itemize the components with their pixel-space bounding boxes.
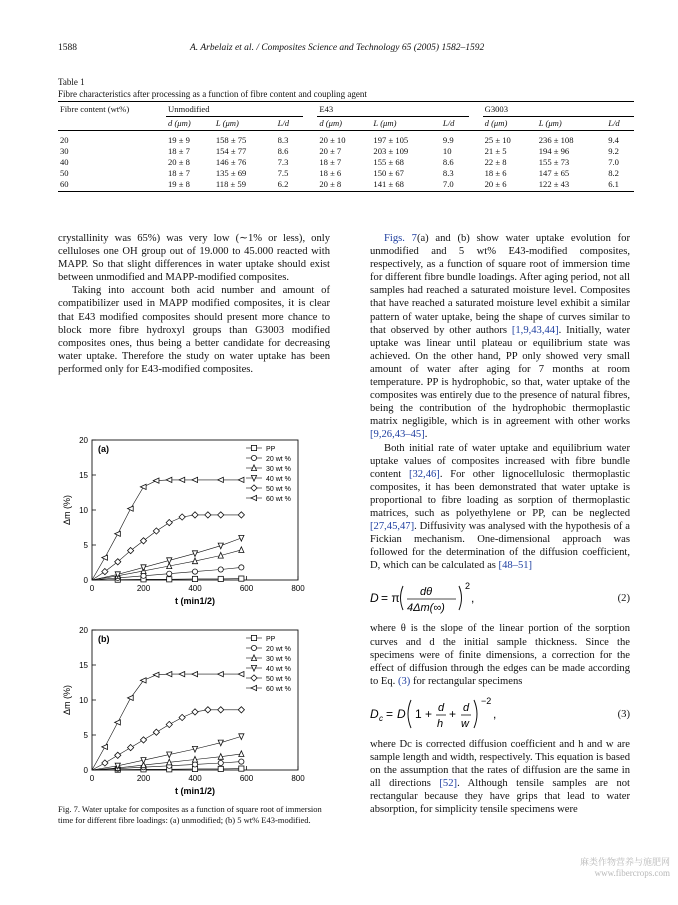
col-fibre-content: Fibre content (wt%) <box>60 104 130 114</box>
data-point <box>239 751 244 757</box>
legend-entry: 60 wt % <box>266 496 291 503</box>
table-cell: 20 <box>60 134 69 145</box>
subheader: L (μm) <box>373 118 397 129</box>
y-axis-label: Δm (%) <box>62 684 72 716</box>
text-run: where Dc is corrected diffusion coefficient and h and w are sample length and width, respectively. This equation is based on the assumption that the rates of diffusion are the same in all directions <box>370 738 630 790</box>
legend <box>246 635 291 693</box>
data-point <box>166 477 172 482</box>
data-point <box>166 520 172 526</box>
data-point <box>205 707 211 713</box>
legend-entry: 30 wt % <box>266 466 291 473</box>
series-line <box>92 480 241 580</box>
table-cell: 50 <box>60 167 69 178</box>
data-point <box>192 569 197 574</box>
data-point <box>218 707 224 713</box>
text-run: . Although tensile samples are not rectangular because they have grips that lead to water absorption, for simplicity tensile specimens were <box>370 778 630 816</box>
table-cell: 6.2 <box>277 178 289 189</box>
svg-text:w: w <box>461 717 469 730</box>
legend-entry: PP <box>266 636 276 643</box>
table-caption-block <box>58 76 638 100</box>
svg-text:d: d <box>463 701 470 714</box>
data-point <box>102 569 108 575</box>
x-tick-label: 800 <box>291 774 305 783</box>
data-point <box>239 576 244 581</box>
text-run: where θ is the slope of the linear portion of the sorption curves and d the initial sample thickness. Since the specimens were of finite dimensions, a correction for the effect of diffusion through the edges can be made according to Eq. <box>370 623 630 687</box>
data-point <box>239 547 244 553</box>
table-cell: 10 <box>442 145 452 156</box>
table-cell: 18 ± 6 <box>484 167 507 178</box>
data-point <box>115 720 121 725</box>
table-cell: 9.2 <box>608 145 619 156</box>
table-cell: 19 ± 8 <box>168 178 190 189</box>
data-point <box>192 512 198 518</box>
y-tick-label: 5 <box>83 731 88 740</box>
data-point <box>140 484 146 489</box>
svg-text:c: c <box>379 713 383 723</box>
table-cell: 236 ± 108 <box>538 134 574 145</box>
equation-3-formula <box>370 694 570 734</box>
group-g3003: G3003 <box>483 102 634 117</box>
paragraph: Taking into account both acid number and amount of compatibilizer used in MAPP modified composites, it is clear that E43 modified composites should present more chance to block more fibre hydroxyl groups than G3003 modified composites ones, thus being a better candidate for decreasing water uptake. Therefore the study on water uptake has been performed only for E43-modified composites. <box>58 285 330 375</box>
figure-link[interactable]: Figs. 7 <box>384 233 417 244</box>
legend-marker <box>251 635 256 640</box>
table-cell: 6.1 <box>608 178 619 189</box>
table-cell: 20 ± 8 <box>168 156 190 167</box>
svg-text:=: = <box>386 706 394 721</box>
svg-text:dθ: dθ <box>420 586 433 599</box>
table-cell: 155 ± 68 <box>373 156 404 167</box>
paragraph: crystallinity was 65%) was very low (∼1% or less), only celluloses one OH group out of 19.000 to 45.000 reacted with MAPP. So that slight differences in water uptake should exist between unmodified and MAPP-modified composites. <box>58 233 330 284</box>
text-run: . Diffusivity was analysed with the hypothesis of a Fickian mechanism. One-dimensional approach was followed for the determination of the diffusion coefficient, D, which can be calculated as <box>370 521 630 572</box>
data-point <box>192 762 197 767</box>
legend-marker <box>251 685 257 690</box>
table-cell: 135 ± 69 <box>215 167 247 178</box>
table-cell: 20 ± 8 <box>319 178 342 189</box>
table-cell: 7.0 <box>608 156 619 167</box>
legend-marker <box>251 485 257 491</box>
svg-text:+: + <box>449 706 457 721</box>
legend-entry: 30 wt % <box>266 656 291 663</box>
table-cell: 18 ± 7 <box>168 167 190 178</box>
text-run: . Initially, water uptake was linear until plateau or equilibrium state was achieved. On the other hand, PP only showed very small amount of water after aging for 7 months at room temperature. PP is hydrophobic, so that, water uptake of the composites was entirely due to the presence of natural fibres, being the contribution of the hydrophobic thermoplastic matrix negligible, which is in agreement with other works <box>370 324 630 428</box>
table-cell: 20 ± 10 <box>319 134 346 145</box>
x-axis-label: t (min1/2) <box>174 596 216 606</box>
table-cell: 25 ± 10 <box>484 134 511 145</box>
y-tick-label: 0 <box>83 766 88 775</box>
table-cell: 194 ± 96 <box>538 145 570 156</box>
equation-2 <box>370 578 630 618</box>
watermark-line: www.fibercrops.com <box>594 868 670 878</box>
data-point <box>128 745 134 751</box>
legend-entry: 60 wt % <box>266 686 291 693</box>
data-point <box>218 512 224 518</box>
data-point <box>192 672 198 677</box>
panel-label: (b) <box>98 634 110 644</box>
svg-text:h: h <box>437 717 444 730</box>
data-point <box>102 744 108 749</box>
text-run: for rectangular specimens <box>410 675 523 687</box>
equation-2-formula <box>370 578 570 618</box>
table-cell: 20 ± 7 <box>319 145 342 156</box>
legend-marker <box>251 455 256 460</box>
x-tick-label: 0 <box>89 774 95 783</box>
svg-text:D: D <box>397 706 406 721</box>
running-header <box>0 43 678 59</box>
table-cell: 9.4 <box>608 134 619 145</box>
group-e43: E43 <box>317 102 468 117</box>
data-point <box>192 709 198 715</box>
y-axis-label: Δm (%) <box>62 494 72 526</box>
subheader: L (μm) <box>538 118 562 129</box>
subheader: L/d <box>608 118 620 129</box>
table-cell: 18 ± 6 <box>319 167 342 178</box>
subheader: L/d <box>277 118 290 129</box>
table-cell: 158 ± 75 <box>215 134 247 145</box>
data-point <box>218 567 223 572</box>
data-point <box>153 672 159 677</box>
subheader: d (μm) <box>168 118 191 129</box>
table-cell: 22 ± 8 <box>484 156 507 167</box>
y-tick-label: 5 <box>83 541 88 550</box>
data-point <box>140 538 146 544</box>
svg-text:,: , <box>493 706 497 721</box>
legend-entry: 20 wt % <box>266 646 291 653</box>
data-point <box>218 760 223 765</box>
svg-text:D: D <box>370 706 379 721</box>
x-tick-label: 400 <box>188 584 202 593</box>
x-tick-label: 200 <box>136 584 151 593</box>
text-run: (a) and (b) show water uptake evolution for unmodified and 5 wt% E43-modified composites, respectively, as a function of square root of immersion time for different fibre bundle loadings. After aging period, not all samples had reached a saturated moisture level. Composites that have reached a saturated moisture level exhibit a similar pattern of water uptake, being the shape of curves similar to that observed by other authors <box>370 233 630 336</box>
legend-entry: PP <box>266 446 276 453</box>
table-cell: 118 ± 59 <box>215 178 247 189</box>
svg-text:d: d <box>438 701 445 714</box>
table-cell: 7.3 <box>277 156 289 167</box>
data-point <box>218 477 224 482</box>
y-tick-label: 15 <box>79 471 88 480</box>
svg-text:,: , <box>471 591 475 606</box>
data-point <box>239 759 244 764</box>
table-cell: 30 <box>60 145 69 156</box>
legend-entry: 40 wt % <box>266 476 291 483</box>
running-title: A. Arbelaiz et al. / Composites Science and Technology 65 (2005) 1582–1592 <box>190 43 485 53</box>
data-point <box>238 672 244 677</box>
data-point <box>167 571 172 576</box>
x-tick-label: 800 <box>291 584 305 593</box>
svg-text:= π: = π <box>381 591 400 606</box>
svg-text:1 +: 1 + <box>415 706 433 721</box>
data-point <box>238 512 244 518</box>
data-point <box>205 512 211 518</box>
data-point <box>218 576 223 581</box>
legend-marker <box>251 495 257 500</box>
data-point <box>179 477 185 482</box>
table-cell: 150 ± 67 <box>373 167 404 178</box>
table-cell: 154 ± 77 <box>215 145 247 156</box>
table-cell: 7.5 <box>277 167 289 178</box>
table-cell: 141 ± 68 <box>373 178 404 189</box>
table-cell: 20 ± 6 <box>484 178 507 189</box>
citation-link[interactable]: [1,9,43,44] <box>511 324 559 336</box>
table-cell: 9.9 <box>442 134 454 145</box>
data-point <box>166 672 172 677</box>
table-row <box>58 156 634 167</box>
watermark-line: 麻类作物营养与施肥网 <box>579 857 670 867</box>
legend-entry: 20 wt % <box>266 456 291 463</box>
svg-text:4Δm(∞): 4Δm(∞) <box>407 602 445 615</box>
table-label: Table 1 <box>58 77 85 87</box>
y-tick-label: 20 <box>79 626 88 635</box>
y-tick-label: 20 <box>79 436 88 445</box>
x-tick-label: 200 <box>136 774 151 783</box>
left-column-text <box>58 232 330 376</box>
table-row <box>58 145 634 156</box>
page-number: 1588 <box>58 43 77 53</box>
equation-number: (2) <box>617 593 630 605</box>
equation-number: (3) <box>617 708 630 720</box>
right-column-text <box>370 232 630 816</box>
equation-3 <box>370 694 630 734</box>
table-cell: 8.3 <box>442 167 454 178</box>
data-point <box>179 714 185 720</box>
data-point <box>140 737 146 743</box>
data-point <box>128 506 134 511</box>
citation-link[interactable]: [52] <box>439 778 458 790</box>
data-point <box>238 477 244 482</box>
citation-link[interactable]: [32,46] <box>408 468 440 480</box>
svg-text:−2: −2 <box>481 695 492 706</box>
table-cell: 40 <box>60 156 69 167</box>
data-point <box>115 752 121 758</box>
watermark <box>580 857 670 879</box>
panel-label: (a) <box>98 444 109 454</box>
text-run: . For other lignocellulosic thermoplastic composites, it has been demonstrated that water uptake is proportional to fibre loading as sorption of thermoplastic matrices, such as polyethylene or PP, can be neglected <box>370 468 630 519</box>
table-row <box>58 131 634 146</box>
text-run: . <box>424 429 428 441</box>
citation-link[interactable]: [9,26,43–45] <box>370 429 425 441</box>
svg-text:2: 2 <box>465 581 471 592</box>
series-line <box>92 550 241 580</box>
data-point <box>218 672 224 677</box>
data-point <box>128 695 134 700</box>
svg-text:D: D <box>370 591 379 606</box>
data-point <box>192 576 197 581</box>
group-unmodified: Unmodified <box>166 102 303 117</box>
data-point <box>153 478 159 483</box>
data-point <box>115 531 121 536</box>
data-point <box>179 672 185 677</box>
subheader: L (μm) <box>215 118 239 129</box>
series-0 <box>92 576 244 582</box>
text-run: Both initial rate of water uptake and equilibrium water uptake values of composites increased with fibre bundle content <box>370 442 630 480</box>
table-cell: 147 ± 65 <box>538 167 570 178</box>
data-point <box>140 678 146 683</box>
figure-caption: Fig. 7. Water uptake for composites as a function of square root of immersion time for different fibre loadings: (a) unmodified; (b) 5 wt% E43-modified. <box>58 804 322 825</box>
subheader: d (μm) <box>319 118 343 129</box>
citation-link[interactable]: [48–51] <box>498 560 533 572</box>
y-tick-label: 10 <box>79 696 88 705</box>
data-point <box>102 555 108 560</box>
subheader: d (μm) <box>484 118 508 129</box>
x-axis-label: t (min1/2) <box>174 786 216 796</box>
table-row <box>58 178 634 192</box>
data-point <box>238 707 244 713</box>
equation-link[interactable]: (3) <box>397 675 411 687</box>
data-point <box>239 535 244 541</box>
data-point <box>239 766 244 771</box>
table-cell: 8.2 <box>608 167 619 178</box>
table-cell: 203 ± 109 <box>373 145 409 156</box>
legend-marker <box>251 645 256 650</box>
y-tick-label: 0 <box>83 576 88 585</box>
table-row <box>58 167 634 178</box>
series-5 <box>92 477 244 580</box>
data-point <box>218 766 223 771</box>
table-cell: 8.6 <box>442 156 454 167</box>
table-cell: 155 ± 73 <box>538 156 570 167</box>
table-cell: 8.3 <box>277 134 289 145</box>
table-cell: 18 ± 7 <box>319 156 342 167</box>
data-point <box>102 760 108 766</box>
data-point <box>192 477 198 482</box>
legend-marker <box>251 445 256 450</box>
table-caption: Fibre characteristics after processing as a function of fibre content and coupling agent <box>58 89 367 99</box>
data-point <box>239 565 244 570</box>
data-point <box>166 721 172 727</box>
data-point <box>141 573 146 578</box>
table-cell: 122 ± 43 <box>538 178 570 189</box>
legend-entry: 50 wt % <box>266 676 291 683</box>
data-point <box>153 729 159 735</box>
citation-link[interactable]: [27,45,47] <box>370 521 415 533</box>
figure-7 <box>58 430 330 802</box>
legend-entry: 40 wt % <box>266 666 291 673</box>
x-tick-label: 0 <box>89 584 95 593</box>
table-cell: 197 ± 105 <box>373 134 409 145</box>
subheader: L/d <box>442 118 455 129</box>
fibre-table <box>58 101 634 192</box>
data-point <box>167 577 172 582</box>
y-tick-label: 10 <box>79 506 88 515</box>
legend <box>246 445 291 503</box>
legend-entry: 50 wt % <box>266 486 291 493</box>
table-cell: 60 <box>60 178 69 189</box>
x-tick-label: 600 <box>239 774 254 783</box>
table-cell: 146 ± 76 <box>215 156 247 167</box>
x-tick-label: 600 <box>239 584 254 593</box>
table-cell: 8.6 <box>277 145 289 156</box>
data-point <box>153 528 159 534</box>
table-cell: 7.0 <box>442 178 454 189</box>
y-tick-label: 15 <box>79 661 88 670</box>
table-cell: 19 ± 9 <box>168 134 190 145</box>
data-point <box>179 514 185 520</box>
table-cell: 21 ± 5 <box>484 145 507 156</box>
legend-marker <box>251 675 257 681</box>
table-cell: 18 ± 7 <box>168 145 190 156</box>
x-tick-label: 400 <box>188 774 202 783</box>
